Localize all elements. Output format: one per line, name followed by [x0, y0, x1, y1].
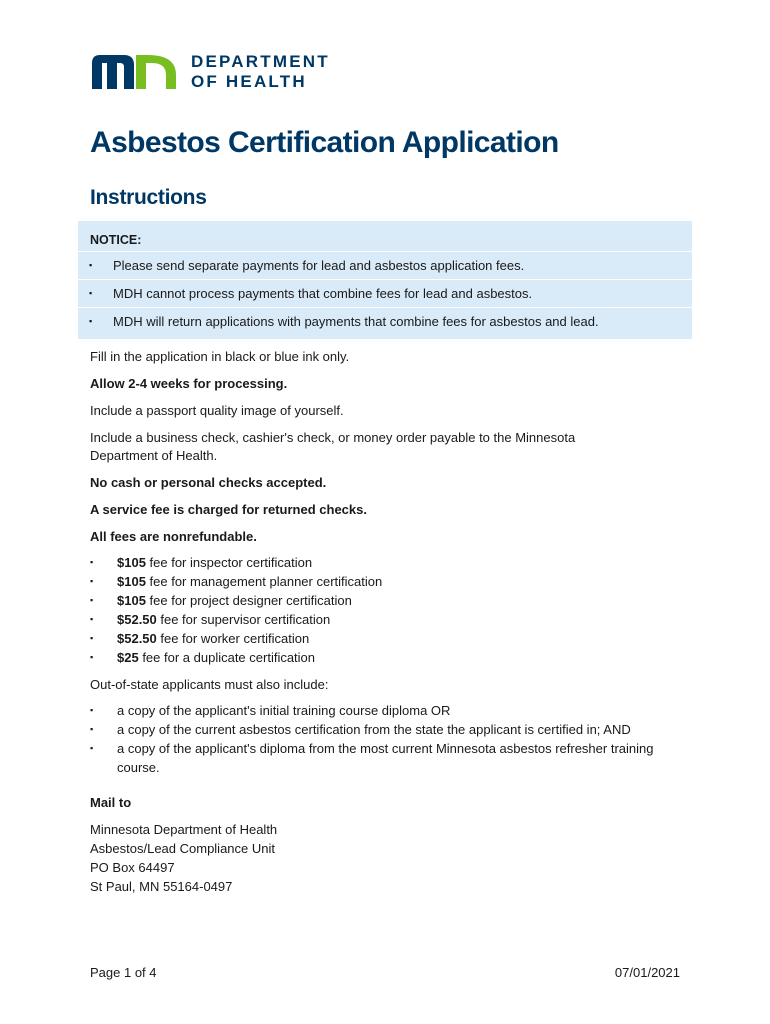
bullet-icon: ▪ — [90, 614, 94, 624]
section-heading-instructions: Instructions — [90, 186, 207, 209]
logo-line-1: DEPARTMENT — [191, 52, 330, 71]
no-cash-notice: No cash or personal checks accepted. — [90, 475, 327, 490]
ink-instruction: Fill in the application in black or blue ink only. — [90, 349, 350, 364]
fee-amount: $52.50 — [117, 631, 157, 646]
mailing-address — [90, 820, 277, 896]
out-of-state-list — [90, 701, 690, 777]
out-of-state-item-text: a copy of the applicant's diploma from the most current Minnesota asbestos refresher training course. — [117, 741, 654, 775]
fee-item — [90, 572, 690, 591]
fee-amount: $25 — [117, 650, 139, 665]
fee-amount: $105 — [117, 555, 146, 570]
notice-list — [78, 251, 692, 335]
fee-desc: fee for worker certification — [156, 631, 310, 646]
page-title: Asbestos Certification Application — [90, 126, 559, 159]
notice-item — [78, 251, 692, 279]
bullet-icon: ▪ — [90, 633, 94, 643]
fee-desc: fee for inspector certification — [145, 555, 313, 570]
bullet-icon: ▪ — [89, 260, 93, 270]
out-of-state-intro: Out-of-state applicants must also include: — [90, 677, 329, 692]
address-line: PO Box 64497 — [90, 860, 175, 875]
out-of-state-item — [90, 701, 690, 720]
bullet-icon: ▪ — [90, 652, 94, 662]
notice-heading: NOTICE: — [90, 233, 142, 247]
address-line: Minnesota Department of Health — [90, 822, 278, 837]
out-of-state-item — [90, 720, 690, 739]
mdh-logo — [90, 52, 330, 92]
bullet-icon: ▪ — [90, 724, 94, 734]
fee-amount: $105 — [117, 593, 146, 608]
address-line: St Paul, MN 55164-0497 — [90, 879, 233, 894]
notice-box — [78, 221, 692, 339]
logo-line-2: OF HEALTH — [191, 72, 307, 91]
fee-amount: $52.50 — [117, 612, 157, 627]
out-of-state-item — [90, 739, 690, 777]
notice-item-text: MDH will return applications with payments that combine fees for asbestos and lead. — [113, 314, 599, 329]
nonrefundable-notice: All fees are nonrefundable. — [90, 529, 257, 544]
mail-heading: Mail to — [90, 795, 132, 810]
fee-item — [90, 553, 690, 572]
processing-time: Allow 2-4 weeks for processing. — [90, 376, 288, 391]
fee-item — [90, 629, 690, 648]
bullet-icon: ▪ — [90, 576, 94, 586]
address-line: Asbestos/Lead Compliance Unit — [90, 841, 275, 856]
payment-instruction: Include a business check, cashier's check, or money order payable to the Minnesota Department of Health. — [90, 430, 576, 463]
bullet-icon: ▪ — [90, 705, 94, 715]
mn-logo-icon — [90, 53, 182, 91]
out-of-state-item-text: a copy of the applicant's initial training course diploma OR — [117, 703, 451, 718]
fee-desc: fee for management planner certification — [145, 574, 383, 589]
fee-desc: fee for supervisor certification — [156, 612, 331, 627]
revision-date: 07/01/2021 — [614, 965, 680, 980]
notice-item — [78, 307, 692, 335]
notice-item-text: MDH cannot process payments that combine fees for lead and asbestos. — [113, 286, 533, 301]
notice-item-text: Please send separate payments for lead and asbestos application fees. — [113, 258, 525, 273]
fee-list — [90, 553, 690, 667]
logo-text — [191, 52, 330, 92]
image-instruction: Include a passport quality image of yourself. — [90, 403, 344, 418]
bullet-icon: ▪ — [89, 316, 93, 326]
bullet-icon: ▪ — [90, 557, 94, 567]
bullet-icon: ▪ — [90, 743, 94, 753]
out-of-state-item-text: a copy of the current asbestos certification from the state the applicant is certified in; AND — [117, 722, 631, 737]
fee-item — [90, 591, 690, 610]
fee-item — [90, 610, 690, 629]
bullet-icon: ▪ — [89, 288, 93, 298]
page-number: Page 1 of 4 — [90, 965, 157, 980]
fee-desc: fee for a duplicate certification — [138, 650, 316, 665]
fee-desc: fee for project designer certification — [145, 593, 352, 608]
fee-item — [90, 648, 690, 667]
fee-amount: $105 — [117, 574, 146, 589]
notice-item — [78, 279, 692, 307]
bullet-icon: ▪ — [90, 595, 94, 605]
service-fee-notice: A service fee is charged for returned checks. — [90, 502, 367, 517]
